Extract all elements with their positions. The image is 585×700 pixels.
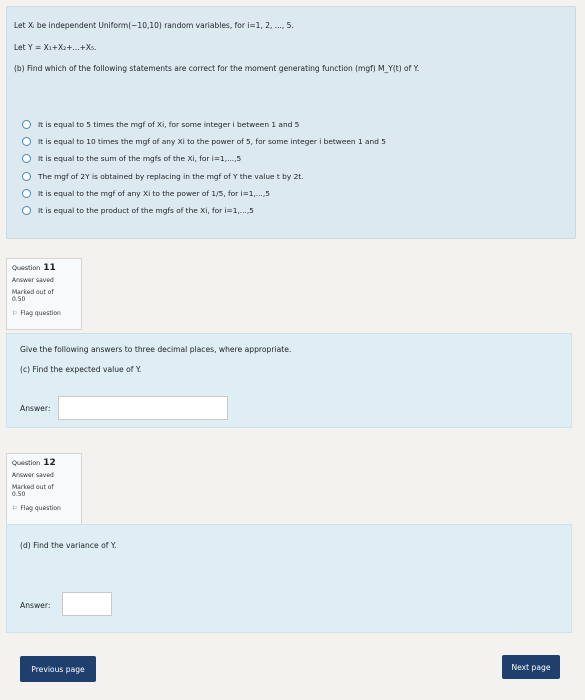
question-prompt: Give the following answers to three decimal places, where appropriate. <box>20 345 292 354</box>
radio-button[interactable] <box>22 154 31 163</box>
answer-label: Answer: <box>20 601 51 610</box>
option-label: It is equal to 10 times the mgf of any Xi to the power of 5, for some integer i between 1 and 5 <box>38 137 386 147</box>
flag-label: Flag question <box>20 310 61 317</box>
radio-button[interactable] <box>22 120 31 129</box>
question-part-d: (d) Find the variance of Y. <box>20 541 117 550</box>
answer-status: Answer saved <box>12 472 54 479</box>
question-intro: Let Xᵢ be independent Uniform(−10,10) random variables, for i=1, 2, ..., 5. <box>14 21 294 30</box>
answer-input[interactable] <box>58 396 228 420</box>
answer-status: Answer saved <box>12 277 54 284</box>
question-11-box <box>6 333 572 428</box>
flag-icon: ⚐ <box>12 505 18 512</box>
question-definition: Let Y = X₁+X₂+...+X₅. <box>14 43 97 52</box>
radio-button[interactable] <box>22 206 31 215</box>
question-part-c: (c) Find the expected value of Y. <box>20 365 142 374</box>
answer-input[interactable] <box>62 592 112 616</box>
flag-label: Flag question <box>20 505 61 512</box>
question-11-info <box>6 258 82 330</box>
option-label: It is equal to the product of the mgfs of the Xi, for i=1,...,5 <box>38 205 254 215</box>
question-12-box <box>6 524 572 633</box>
question-part-b: (b) Find which of the following statements are correct for the moment generating function (mgf) M_Y(t) of Y. <box>14 64 420 73</box>
radio-button[interactable] <box>22 172 31 181</box>
question-number-value: 12 <box>43 458 56 468</box>
flag-question-link[interactable] <box>12 310 76 317</box>
answer-label: Answer: <box>20 404 51 413</box>
option-label: It is equal to the mgf of any Xi to the power of 1/5, for i=1,...,5 <box>38 188 270 198</box>
marked-out-of-label: Marked out of <box>12 289 54 296</box>
option-label: It is equal to 5 times the mgf of Xi, for some integer i between 1 and 5 <box>38 120 300 129</box>
radio-button[interactable] <box>22 189 31 198</box>
question-number <box>12 263 76 273</box>
marked-value: 0.50 <box>12 296 26 303</box>
question-number <box>12 458 76 468</box>
question-label: Question <box>12 265 41 272</box>
previous-page-button[interactable]: Previous page <box>20 656 96 682</box>
question-number-value: 11 <box>43 263 56 273</box>
option-label: The mgf of 2Y is obtained by replacing in the mgf of Y the value t by 2t. <box>38 171 304 181</box>
marked-value: 0.50 <box>12 491 26 498</box>
next-page-button[interactable]: Next page <box>502 655 560 679</box>
question-label: Question <box>12 460 41 467</box>
flag-icon: ⚐ <box>12 310 18 317</box>
question-10-box <box>6 6 576 239</box>
question-12-info <box>6 453 82 525</box>
option-label: It is equal to the sum of the mgfs of the Xi, for i=1,...,5 <box>38 154 242 164</box>
marked-out-of-label: Marked out of <box>12 484 54 491</box>
radio-button[interactable] <box>22 137 31 146</box>
flag-question-link[interactable] <box>12 505 76 512</box>
